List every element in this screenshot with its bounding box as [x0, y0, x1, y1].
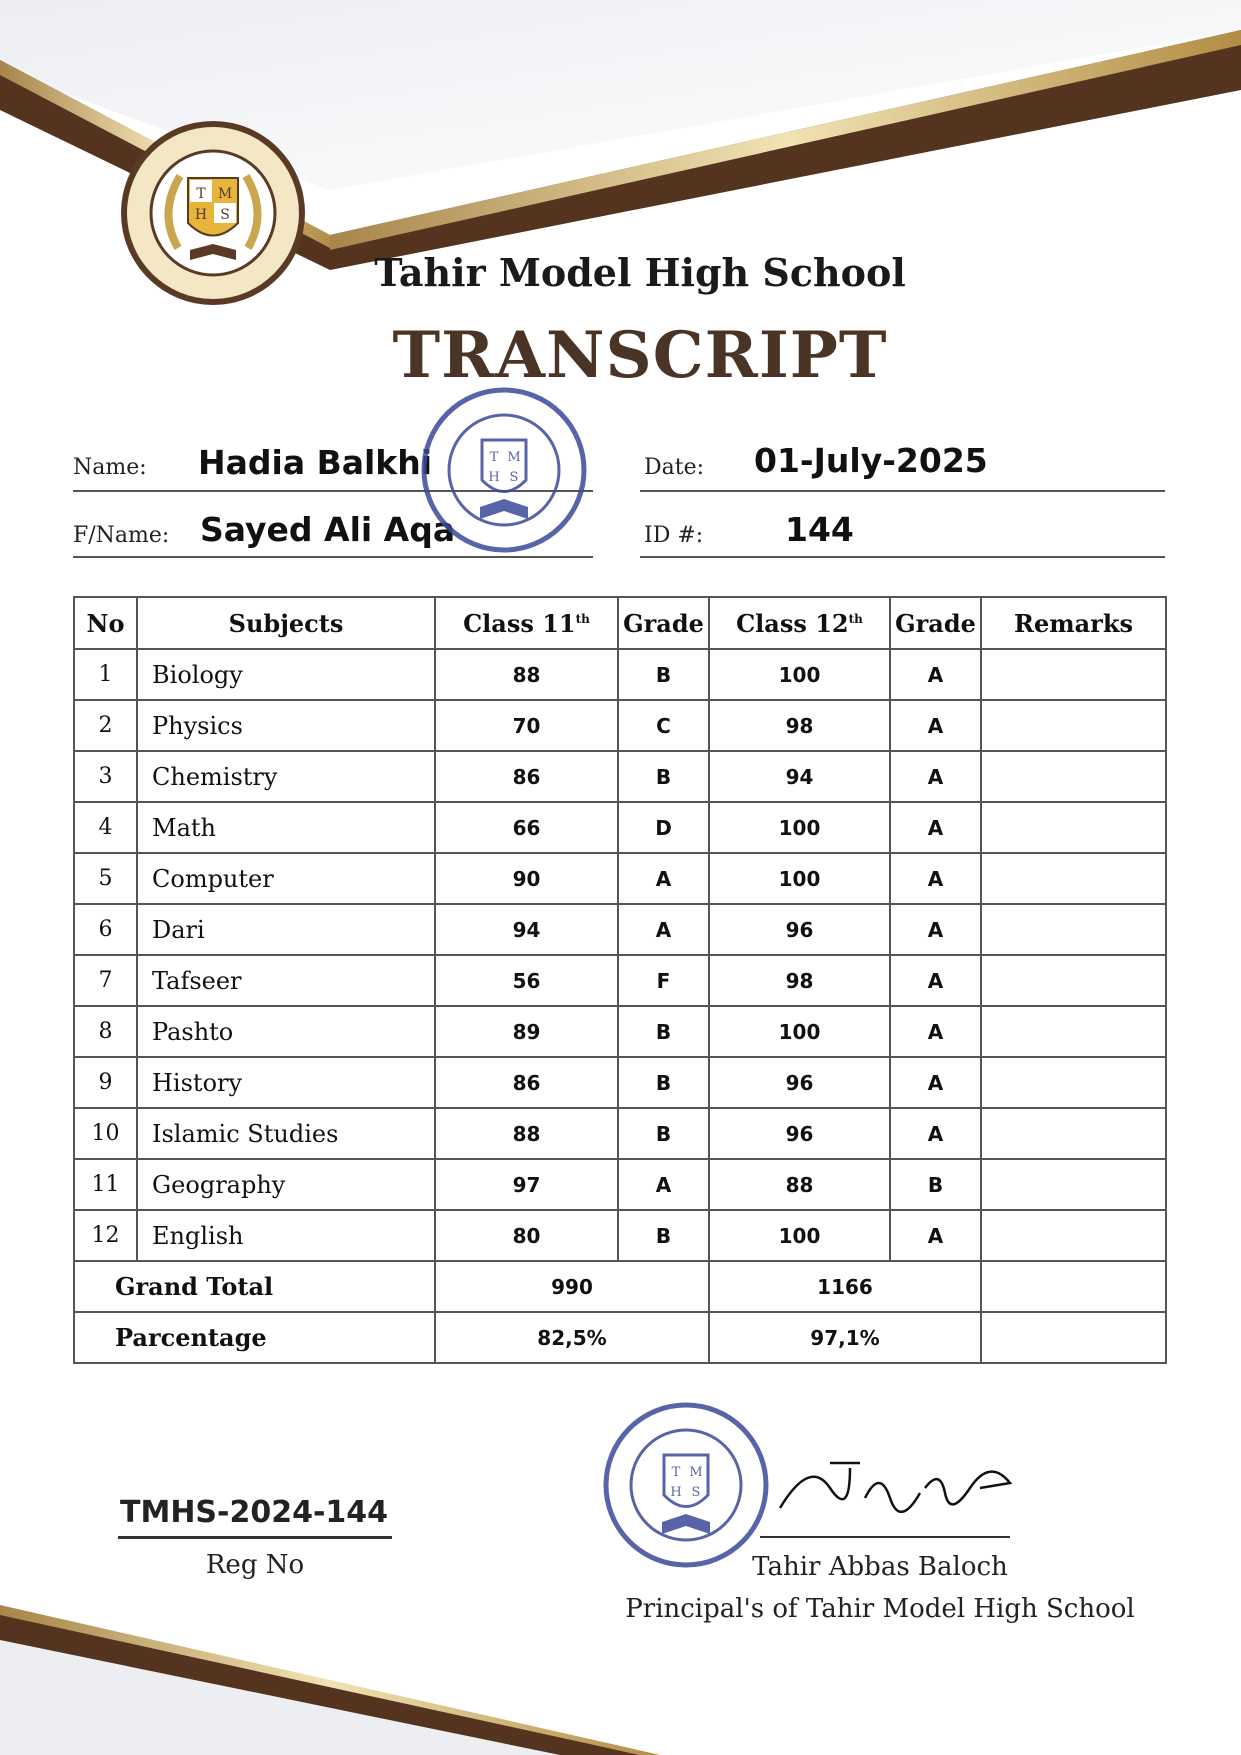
row-class12-grade: A [890, 700, 981, 751]
header-no: No [74, 597, 137, 649]
percentage-class12: 97,1% [709, 1312, 981, 1363]
row-no: 4 [74, 802, 137, 853]
svg-text:T: T [489, 450, 499, 465]
row-class12-marks: 98 [709, 700, 890, 751]
row-subject: Physics [137, 700, 435, 751]
table-row [74, 904, 1166, 955]
row-class12-marks: 94 [709, 751, 890, 802]
row-class11-marks: 86 [435, 751, 618, 802]
row-no: 2 [74, 700, 137, 751]
grand-total-remarks [981, 1261, 1166, 1312]
row-class12-grade: A [890, 904, 981, 955]
table-row [74, 1159, 1166, 1210]
row-class12-marks: 96 [709, 904, 890, 955]
row-class11-grade: A [618, 1159, 709, 1210]
header-remarks: Remarks [981, 597, 1166, 649]
table-row [74, 802, 1166, 853]
row-remarks [981, 649, 1166, 700]
row-remarks [981, 1057, 1166, 1108]
row-class11-marks: 70 [435, 700, 618, 751]
svg-text:M: M [689, 1465, 703, 1480]
row-no: 8 [74, 1006, 137, 1057]
svg-text:M: M [217, 186, 233, 202]
svg-text:M: M [507, 450, 521, 465]
row-subject: Pashto [137, 1006, 435, 1057]
table-row [74, 700, 1166, 751]
grand-total-label: Grand Total [74, 1261, 435, 1312]
row-class12-marks: 100 [709, 802, 890, 853]
row-subject: Math [137, 802, 435, 853]
row-class11-marks: 89 [435, 1006, 618, 1057]
row-remarks [981, 1210, 1166, 1261]
row-class12-grade: A [890, 1057, 981, 1108]
svg-text:S: S [220, 207, 230, 223]
principal-name: Tahir Abbas Baloch [752, 1552, 1008, 1582]
row-class11-grade: B [618, 1108, 709, 1159]
row-class11-marks: 66 [435, 802, 618, 853]
row-subject: Dari [137, 904, 435, 955]
row-class11-grade: B [618, 1057, 709, 1108]
header-grade11: Grade [618, 597, 709, 649]
marks-table [73, 596, 1167, 1364]
document-title: TRANSCRIPT [392, 318, 888, 393]
svg-text:H: H [194, 207, 208, 223]
id-label: ID #: [644, 523, 704, 548]
row-class11-grade: C [618, 700, 709, 751]
row-class11-grade: B [618, 1006, 709, 1057]
svg-text:H: H [488, 470, 500, 485]
row-subject: Islamic Studies [137, 1108, 435, 1159]
school-stamp-bottom [596, 1400, 776, 1570]
row-class12-grade: A [890, 955, 981, 1006]
student-name: Hadia Balkhi [198, 443, 433, 482]
father-name-underline [73, 556, 593, 558]
row-class11-marks: 90 [435, 853, 618, 904]
header-class11: Class 11th [435, 597, 618, 649]
row-subject: Chemistry [137, 751, 435, 802]
row-remarks [981, 751, 1166, 802]
percentage-label: Parcentage [74, 1312, 435, 1363]
row-no: 9 [74, 1057, 137, 1108]
table-row [74, 751, 1166, 802]
row-class12-marks: 88 [709, 1159, 890, 1210]
date-label: Date: [644, 455, 705, 480]
row-class12-marks: 96 [709, 1108, 890, 1159]
row-remarks [981, 1108, 1166, 1159]
row-class12-grade: A [890, 802, 981, 853]
row-subject: Tafseer [137, 955, 435, 1006]
row-class11-marks: 80 [435, 1210, 618, 1261]
table-row [74, 853, 1166, 904]
row-class11-grade: A [618, 853, 709, 904]
row-class12-grade: A [890, 1108, 981, 1159]
name-label: Name: [73, 455, 147, 480]
row-class12-grade: A [890, 1006, 981, 1057]
row-remarks [981, 802, 1166, 853]
row-class12-marks: 100 [709, 853, 890, 904]
school-stamp-top [414, 385, 594, 555]
grand-total-row [74, 1261, 1166, 1312]
row-class12-marks: 100 [709, 1210, 890, 1261]
row-remarks [981, 955, 1166, 1006]
table-row [74, 1006, 1166, 1057]
header-subjects: Subjects [137, 597, 435, 649]
id-underline [640, 556, 1165, 558]
table-row [74, 955, 1166, 1006]
row-subject: History [137, 1057, 435, 1108]
father-name: Sayed Ali Aqa [200, 510, 456, 549]
row-class12-marks: 98 [709, 955, 890, 1006]
row-remarks [981, 904, 1166, 955]
row-no: 5 [74, 853, 137, 904]
row-no: 1 [74, 649, 137, 700]
row-class12-grade: B [890, 1159, 981, 1210]
header-grade12: Grade [890, 597, 981, 649]
row-subject: Geography [137, 1159, 435, 1210]
father-name-label: F/Name: [73, 523, 170, 548]
date-value: 01-July-2025 [754, 441, 988, 480]
row-remarks [981, 1159, 1166, 1210]
row-class11-marks: 97 [435, 1159, 618, 1210]
percentage-row [74, 1312, 1166, 1363]
svg-text:T: T [196, 186, 206, 202]
row-subject: English [137, 1210, 435, 1261]
reg-underline [118, 1536, 392, 1539]
row-subject: Biology [137, 649, 435, 700]
row-class11-grade: B [618, 751, 709, 802]
svg-text:T: T [671, 1465, 681, 1480]
row-remarks [981, 700, 1166, 751]
row-class11-marks: 56 [435, 955, 618, 1006]
row-class12-marks: 100 [709, 649, 890, 700]
row-class11-marks: 86 [435, 1057, 618, 1108]
row-class12-grade: A [890, 751, 981, 802]
row-class11-marks: 88 [435, 649, 618, 700]
school-name: Tahir Model High School [374, 250, 906, 295]
row-no: 7 [74, 955, 137, 1006]
id-value: 144 [785, 510, 854, 549]
row-class11-grade: B [618, 1210, 709, 1261]
table-row [74, 1108, 1166, 1159]
row-class12-marks: 96 [709, 1057, 890, 1108]
principal-signature [770, 1448, 1030, 1538]
row-no: 12 [74, 1210, 137, 1261]
svg-text:S: S [691, 1485, 701, 1500]
row-no: 6 [74, 904, 137, 955]
row-no: 10 [74, 1108, 137, 1159]
row-class12-grade: A [890, 853, 981, 904]
table-row [74, 649, 1166, 700]
percentage-remarks [981, 1312, 1166, 1363]
table-header-row [74, 597, 1166, 649]
header-class12: Class 12th [709, 597, 890, 649]
svg-text:S: S [509, 470, 519, 485]
row-class11-marks: 94 [435, 904, 618, 955]
signature-line [760, 1536, 1010, 1538]
row-class12-marks: 100 [709, 1006, 890, 1057]
row-class12-grade: A [890, 649, 981, 700]
svg-text:H: H [670, 1485, 682, 1500]
row-class11-marks: 88 [435, 1108, 618, 1159]
row-class11-grade: F [618, 955, 709, 1006]
row-remarks [981, 853, 1166, 904]
table-row [74, 1210, 1166, 1261]
row-class12-grade: A [890, 1210, 981, 1261]
row-class11-grade: A [618, 904, 709, 955]
percentage-class11: 82,5% [435, 1312, 709, 1363]
row-remarks [981, 1006, 1166, 1057]
row-no: 11 [74, 1159, 137, 1210]
row-no: 3 [74, 751, 137, 802]
grand-total-class12: 1166 [709, 1261, 981, 1312]
row-class11-grade: B [618, 649, 709, 700]
table-row [74, 1057, 1166, 1108]
row-class11-grade: D [618, 802, 709, 853]
reg-label: Reg No [205, 1550, 305, 1580]
principal-title: Principal's of Tahir Model High School [625, 1594, 1135, 1624]
grand-total-class11: 990 [435, 1261, 709, 1312]
date-underline [640, 490, 1165, 492]
row-subject: Computer [137, 853, 435, 904]
reg-number: TMHS-2024-144 [120, 1495, 389, 1530]
